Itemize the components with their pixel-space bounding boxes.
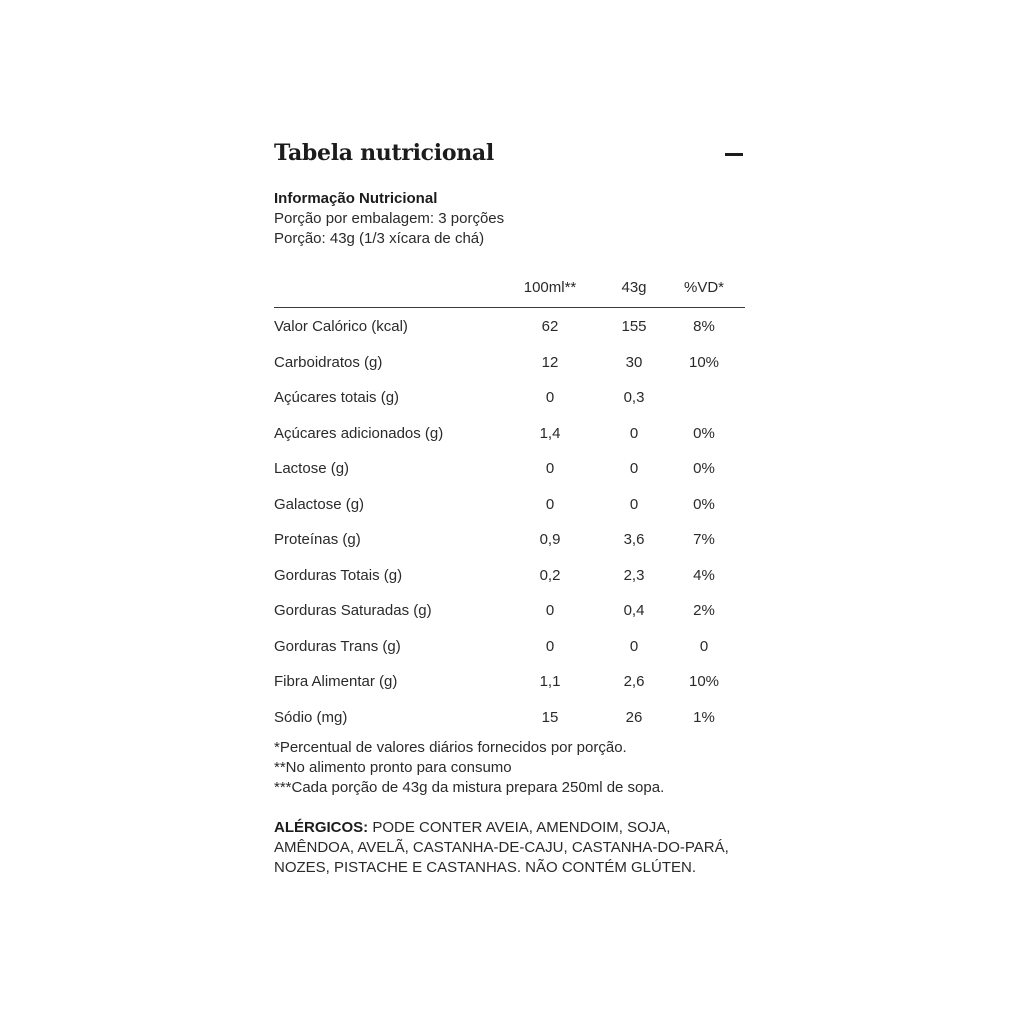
value-daily: 8% bbox=[693, 318, 715, 335]
value-serving: 0 bbox=[629, 424, 639, 442]
value-serving: 26 bbox=[625, 708, 643, 726]
row-label: Sódio (mg) bbox=[274, 708, 348, 726]
nutrition-rows bbox=[274, 309, 745, 735]
row-label: Açúcares adicionados (g) bbox=[274, 424, 444, 442]
row-label: Gorduras Totais (g) bbox=[274, 566, 403, 584]
value-100ml: 0 bbox=[545, 460, 555, 477]
footnotes bbox=[274, 738, 745, 798]
row-label: Gorduras Saturadas (g) bbox=[274, 602, 432, 619]
value-serving: 3,6 bbox=[623, 531, 645, 548]
table-row bbox=[274, 629, 745, 665]
value-daily: 0% bbox=[693, 424, 715, 442]
table-row bbox=[274, 416, 745, 452]
section-title: Tabela nutricional bbox=[274, 140, 494, 166]
table-row bbox=[274, 664, 745, 700]
value-daily: 0% bbox=[693, 460, 715, 477]
value-daily: 7% bbox=[693, 531, 715, 548]
value-100ml: 1,4 bbox=[539, 424, 561, 442]
value-100ml: 0 bbox=[545, 495, 555, 513]
footnote: ***Cada porção de 43g da mistura prepara 250ml de sopa. bbox=[274, 779, 665, 796]
table-row bbox=[274, 380, 745, 416]
value-serving: 2,3 bbox=[623, 566, 645, 584]
row-label: Carboidratos (g) bbox=[274, 353, 383, 371]
value-serving: 0,4 bbox=[623, 602, 645, 619]
value-daily: 4% bbox=[693, 566, 715, 584]
row-label: Valor Calórico (kcal) bbox=[274, 318, 408, 335]
value-100ml: 62 bbox=[541, 318, 559, 335]
servings-per-pack: Porção por embalagem: 3 porções bbox=[274, 210, 505, 227]
value-100ml: 12 bbox=[541, 353, 559, 371]
value-serving: 2,6 bbox=[623, 673, 645, 690]
footnote: **No alimento pronto para consumo bbox=[274, 759, 512, 776]
row-label: Açúcares totais (g) bbox=[274, 389, 400, 406]
section-header bbox=[274, 138, 745, 172]
table-row bbox=[274, 345, 745, 381]
footnote: *Percentual de valores diários fornecidos por porção. bbox=[274, 739, 627, 756]
value-100ml: 15 bbox=[541, 708, 559, 726]
table-row bbox=[274, 522, 745, 558]
allergens-notice bbox=[274, 818, 745, 878]
nutrition-info bbox=[274, 189, 745, 249]
header-100ml: 100ml** bbox=[523, 279, 577, 296]
header-daily-value: %VD* bbox=[683, 279, 724, 296]
row-label: Fibra Alimentar (g) bbox=[274, 673, 398, 690]
nutrition-panel bbox=[274, 138, 745, 878]
allergens-text: PODE CONTER AVEIA, AMENDOIM, SOJA, AMÊNDOA, AVELÃ, CASTANHA-DE-CAJU, CASTANHA-DO-PARÁ, NOZES, PISTACHE E CASTANHAS. NÃO CONTÉM GLÚTEN. bbox=[274, 819, 729, 876]
table-row bbox=[274, 593, 745, 629]
table-row bbox=[274, 700, 745, 736]
value-daily: 0 bbox=[699, 637, 709, 655]
value-serving: 0 bbox=[629, 460, 639, 477]
value-serving: 0 bbox=[629, 495, 639, 513]
value-daily: 0% bbox=[693, 495, 715, 513]
value-serving: 0,3 bbox=[623, 389, 645, 406]
table-row bbox=[274, 487, 745, 523]
row-label: Lactose (g) bbox=[274, 460, 350, 477]
value-daily: 10% bbox=[688, 353, 720, 371]
value-serving: 0 bbox=[629, 637, 639, 655]
row-label: Galactose (g) bbox=[274, 495, 365, 513]
value-daily: 2% bbox=[693, 602, 715, 619]
value-100ml: 0,9 bbox=[539, 531, 561, 548]
row-label: Gorduras Trans (g) bbox=[274, 637, 401, 655]
value-100ml: 0,2 bbox=[539, 566, 561, 584]
value-100ml: 0 bbox=[545, 602, 555, 619]
table-row bbox=[274, 309, 745, 345]
serving-size: Porção: 43g (1/3 xícara de chá) bbox=[274, 230, 485, 247]
header-serving: 43g bbox=[621, 279, 647, 296]
value-100ml: 1,1 bbox=[539, 673, 561, 690]
table-header bbox=[274, 277, 745, 308]
row-label: Proteínas (g) bbox=[274, 531, 361, 548]
table-row bbox=[274, 558, 745, 594]
value-serving: 155 bbox=[621, 318, 647, 335]
value-daily: 10% bbox=[688, 673, 720, 690]
value-100ml: 0 bbox=[545, 389, 555, 406]
info-title: Informação Nutricional bbox=[274, 190, 438, 207]
table-row bbox=[274, 451, 745, 487]
minus-icon bbox=[725, 153, 743, 156]
allergens-label: ALÉRGICOS: bbox=[274, 819, 369, 836]
collapse-button[interactable] bbox=[723, 144, 745, 166]
value-daily: 1% bbox=[693, 708, 715, 726]
value-serving: 30 bbox=[625, 353, 643, 371]
value-100ml: 0 bbox=[545, 637, 555, 655]
